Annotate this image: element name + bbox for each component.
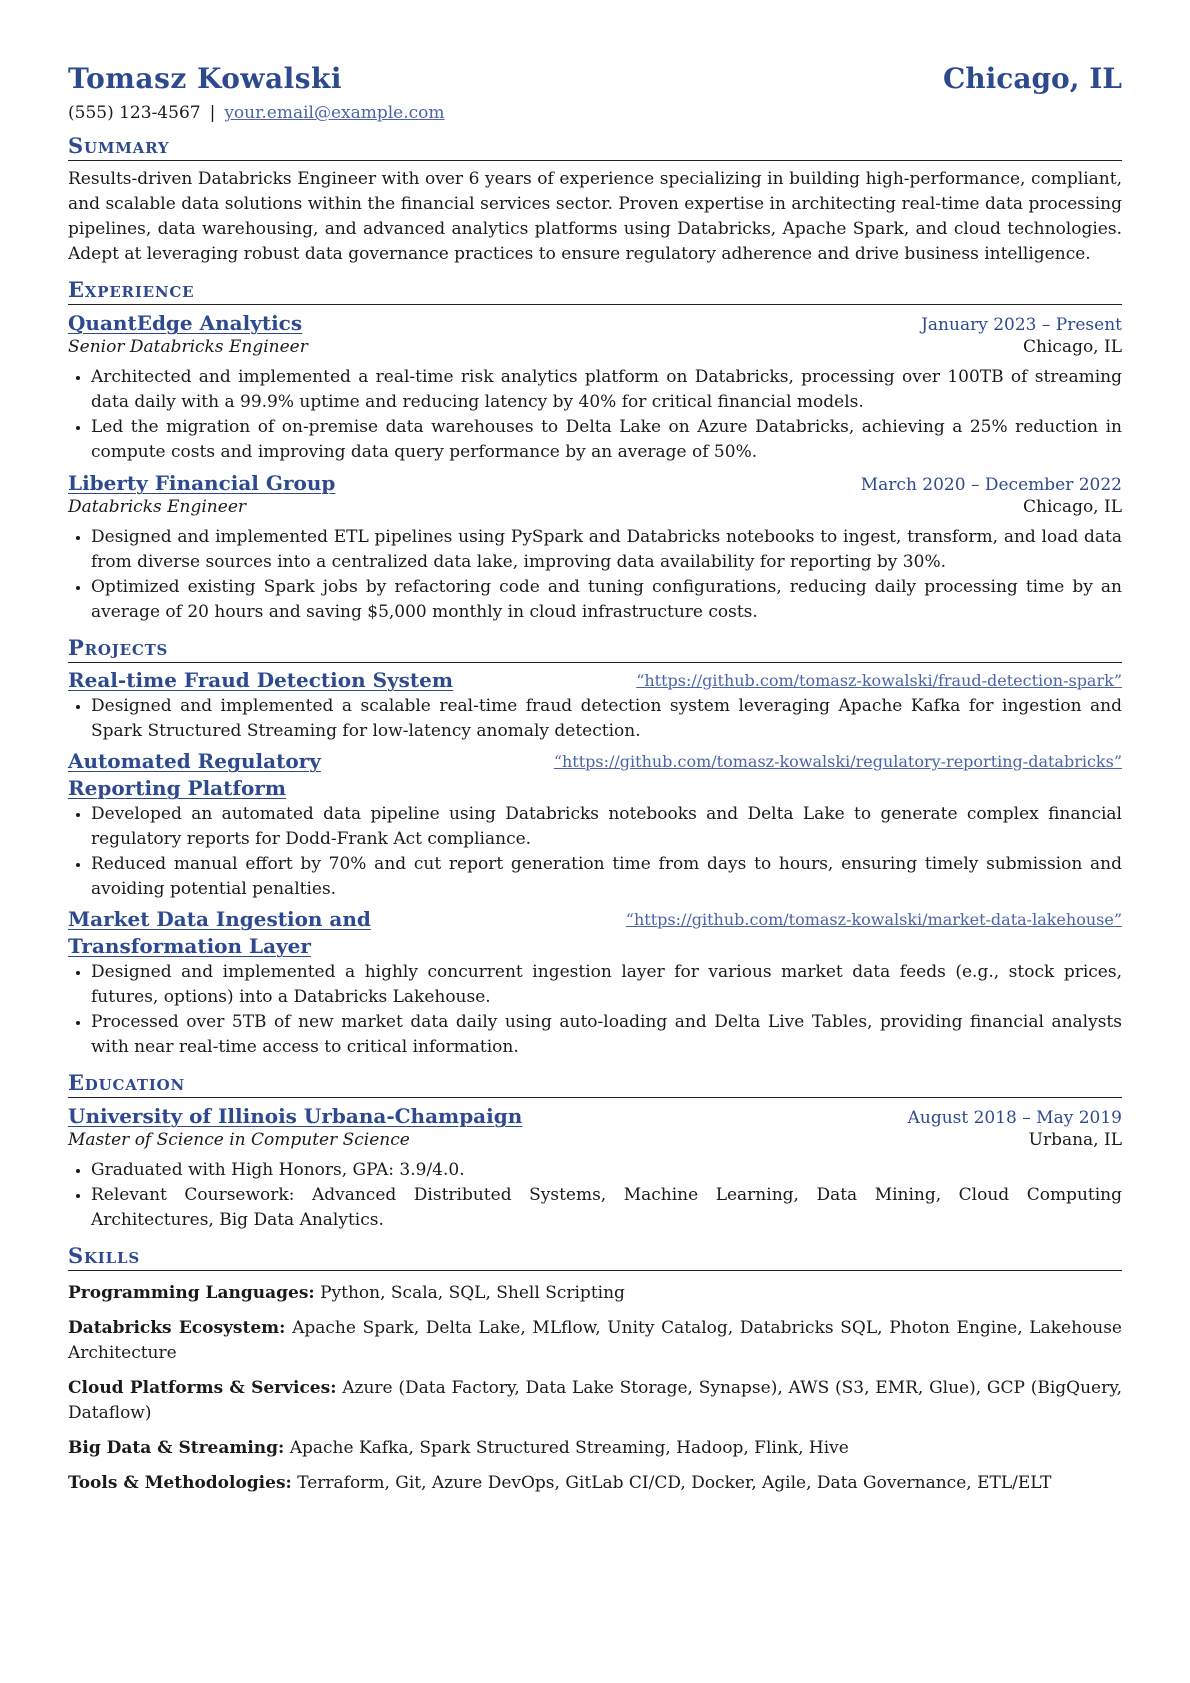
contact-separator: | <box>209 103 216 123</box>
company-name[interactable]: Liberty Financial Group <box>68 471 336 495</box>
candidate-location: Chicago, IL <box>942 62 1122 95</box>
school-location: Urbana, IL <box>1028 1130 1122 1150</box>
bullet-item: • Graduated with High Honors, GPA: 3.9/4.0. <box>91 1158 1122 1183</box>
projects-heading: Projects <box>68 635 1122 663</box>
bullet-list <box>68 525 1122 625</box>
bullet-list <box>68 802 1122 902</box>
education-heading: Education <box>68 1070 1122 1098</box>
bullet-list <box>68 694 1122 744</box>
bullet-item: • Developed an automated data pipeline using Databricks notebooks and Delta Lake to generate complex financial regulatory reports for Dodd-Frank Act compliance. <box>91 802 1122 852</box>
summary-heading: Summary <box>68 133 1122 161</box>
skill-line <box>68 1281 1122 1306</box>
company-name[interactable]: QuantEdge Analytics <box>68 311 303 335</box>
project-link[interactable]: “https://github.com/tomasz-kowalski/market-data-lakehouse” <box>625 910 1122 929</box>
bullet-list <box>68 365 1122 465</box>
skill-line <box>68 1436 1122 1461</box>
project-entry <box>68 667 1122 744</box>
email-link[interactable]: your.email@example.com <box>224 103 445 123</box>
bullet-item: • Designed and implemented ETL pipelines using PySpark and Databricks notebooks to ingest, transform, and load data from diverse sources into a centralized data lake, improving data availability for reporting by 30%. <box>91 525 1122 575</box>
candidate-name: Tomasz Kowalski <box>68 62 343 95</box>
skill-category: Programming Languages: <box>68 1283 315 1303</box>
employment-dates: March 2020 – December 2022 <box>860 475 1122 495</box>
project-entry <box>68 906 1122 1060</box>
skill-category: Tools & Methodologies: <box>68 1473 292 1493</box>
experience-heading: Experience <box>68 277 1122 305</box>
skill-category: Databricks Ecosystem: <box>68 1318 286 1338</box>
project-name[interactable]: Market Data Ingestion and Transformation Layer <box>68 907 371 958</box>
bullet-list <box>68 960 1122 1060</box>
bullet-item: • Architected and implemented a real-time risk analytics platform on Databricks, processing over 100TB of streaming data daily with a 99.9% uptime and reducing latency by 40% for critical financial models. <box>91 365 1122 415</box>
summary-text: Results-driven Databricks Engineer with over 6 years of experience specializing in building high-performance, compliant, and scalable data solutions within the financial services sector. Proven expertise in architecting real-time data processing pipelines, data warehousing, and advanced analytics platforms using Databricks, Apache Spark, and cloud technologies. Adept at leveraging robust data governance practices to ensure regulatory adherence and drive business intelligence. <box>68 169 1122 264</box>
experience-entry <box>68 311 1122 465</box>
bullet-item: • Reduced manual effort by 70% and cut report generation time from days to hours, ensuring timely submission and avoiding potential penalties. <box>91 852 1122 902</box>
skill-line <box>68 1471 1122 1496</box>
bullet-item: • Designed and implemented a scalable real-time fraud detection system leveraging Apache Kafka for ingestion and Spark Structured Streaming for low-latency anomaly detection. <box>91 694 1122 744</box>
project-name[interactable]: Automated Regulatory Reporting Platform <box>68 749 321 800</box>
job-title: Senior Databricks Engineer <box>68 337 308 357</box>
skill-category: Big Data & Streaming: <box>68 1438 285 1458</box>
bullet-item: • Relevant Coursework: Advanced Distributed Systems, Machine Learning, Data Mining, Cloud Computing Architectures, Big Data Analytics. <box>91 1183 1122 1233</box>
bullet-item: • Optimized existing Spark jobs by refactoring code and tuning configurations, reducing daily processing time by an average of 20 hours and saving $5,000 monthly in cloud infrastructure costs. <box>91 575 1122 625</box>
bullet-item: • Processed over 5TB of new market data daily using auto-loading and Delta Live Tables, providing financial analysts with near real-time access to critical information. <box>91 1010 1122 1060</box>
bullet-item: • Designed and implemented a highly concurrent ingestion layer for various market data feeds (e.g., stock prices, futures, options) into a Databricks Lakehouse. <box>91 960 1122 1010</box>
job-title: Databricks Engineer <box>68 497 247 517</box>
bullet-list <box>68 1158 1122 1233</box>
skills-heading: Skills <box>68 1243 1122 1271</box>
skill-line <box>68 1376 1122 1426</box>
skill-line <box>68 1316 1122 1366</box>
job-location: Chicago, IL <box>1023 497 1122 517</box>
resume-header <box>68 62 1122 95</box>
experience-entry <box>68 471 1122 625</box>
degree-title: Master of Science in Computer Science <box>68 1130 410 1150</box>
job-location: Chicago, IL <box>1023 337 1122 357</box>
project-link[interactable]: “https://github.com/tomasz-kowalski/regulatory-reporting-databricks” <box>553 752 1122 771</box>
project-entry <box>68 748 1122 902</box>
project-link[interactable]: “https://github.com/tomasz-kowalski/fraud-detection-spark” <box>636 671 1122 690</box>
skill-values: Apache Kafka, Spark Structured Streaming, Hadoop, Flink, Hive <box>289 1438 849 1458</box>
education-dates: August 2018 – May 2019 <box>907 1108 1122 1128</box>
skill-values: Python, Scala, SQL, Shell Scripting <box>320 1283 625 1303</box>
skill-values: Azure (Data Factory, Data Lake Storage, Synapse), AWS (S3, EMR, Glue), GCP (BigQuery, Dataflow) <box>68 1378 1122 1423</box>
skill-values: Terraform, Git, Azure DevOps, GitLab CI/CD, Docker, Agile, Data Governance, ETL/ELT <box>297 1473 1052 1493</box>
employment-dates: January 2023 – Present <box>921 315 1122 335</box>
school-name[interactable]: University of Illinois Urbana-Champaign <box>68 1104 523 1128</box>
project-name[interactable]: Real-time Fraud Detection System <box>68 668 454 692</box>
bullet-item: • Led the migration of on-premise data warehouses to Delta Lake on Azure Databricks, achieving a 25% reduction in compute costs and improving data query performance by an average of 50%. <box>91 415 1122 465</box>
education-entry <box>68 1104 1122 1233</box>
skill-values: Apache Spark, Delta Lake, MLflow, Unity Catalog, Databricks SQL, Photon Engine, Lakehouse Architecture <box>68 1318 1122 1363</box>
phone-number: (555) 123-4567 <box>68 103 201 123</box>
skill-category: Cloud Platforms & Services: <box>68 1378 337 1398</box>
contact-line <box>68 103 1122 123</box>
